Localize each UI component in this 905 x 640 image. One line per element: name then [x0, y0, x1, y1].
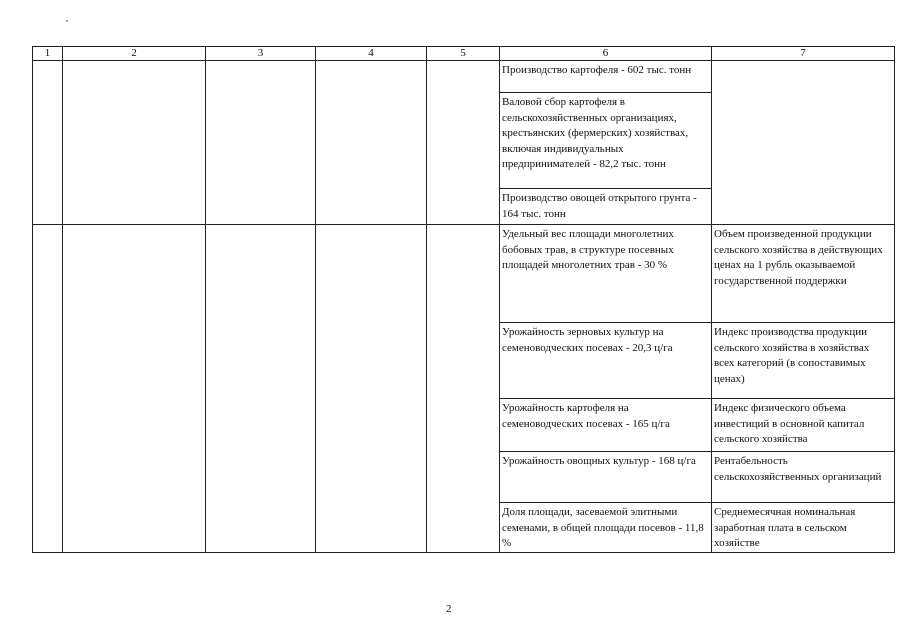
- column-number-2: 2: [63, 47, 206, 61]
- column-number-7: 7: [712, 47, 895, 61]
- indicator-pairs-cell: [500, 225, 895, 553]
- indicator-text: Индекс производства продукции сельского хозяйства в хозяйствах всех категорий (в сопоставимых ценах): [714, 326, 870, 385]
- indicator-stack-cell: [500, 61, 712, 225]
- empty-cell: [63, 225, 206, 553]
- empty-cell: [33, 61, 63, 225]
- scan-speck: [66, 20, 68, 22]
- indicator-pair: [500, 452, 894, 503]
- indicator-col7: [712, 225, 894, 322]
- indicator-text: Среднемесячная номинальная заработная плата в сельском хозяйстве: [714, 506, 856, 549]
- indicator-text: Производство картофеля - 602 тыс. тонн: [502, 64, 692, 76]
- column-number-5: 5: [427, 47, 500, 61]
- column-number-4: 4: [316, 47, 427, 61]
- indicator-text: Валовой сбор картофеля в сельскохозяйственных организациях, крестьянских (фермерских) хозяйствах, включая индивидуальных предпринимателей - 82,2 тыс. тонн: [502, 96, 689, 170]
- indicator-col6: [500, 399, 712, 451]
- indicator-text: Удельный вес площади многолетних бобовых трав, в структуре посевных площадей многолетних трав - 30 %: [502, 228, 674, 271]
- indicator-pair: [500, 399, 894, 452]
- empty-cell: [316, 225, 427, 553]
- indicator-col6: [500, 225, 712, 322]
- indicator-col7: [712, 452, 894, 502]
- indicator-item: [500, 61, 711, 93]
- indicator-item: [500, 189, 711, 224]
- indicator-col6: [500, 323, 712, 398]
- empty-cell: [712, 61, 895, 225]
- indicator-text: Рентабельность сельскохозяйственных организаций: [714, 455, 882, 483]
- column-number-1: 1: [33, 47, 63, 61]
- indicator-text: Индекс физического объема инвестиций в основной капитал сельского хозяйства: [714, 402, 865, 445]
- indicator-text: Производство овощей открытого грунта - 164 тыс. тонн: [502, 192, 697, 220]
- page-number: 2: [446, 603, 452, 615]
- indicator-col7: [712, 323, 894, 398]
- column-number-3: 3: [206, 47, 316, 61]
- empty-cell: [427, 225, 500, 553]
- indicators-table: [32, 46, 895, 553]
- empty-cell: [206, 225, 316, 553]
- indicator-pair: [500, 225, 894, 323]
- empty-cell: [206, 61, 316, 225]
- indicator-col7: [712, 503, 894, 552]
- indicator-col6: [500, 503, 712, 552]
- empty-cell: [316, 61, 427, 225]
- indicator-text: Доля площади, засеваемой элитными семенами, в общей площади посевов - 11,8 %: [502, 506, 704, 549]
- indicator-pair: [500, 503, 894, 552]
- indicator-text: Урожайность овощных культур - 168 ц/га: [502, 455, 696, 467]
- empty-cell: [427, 61, 500, 225]
- indicator-col6: [500, 452, 712, 502]
- indicator-item: [500, 93, 711, 189]
- indicator-pair: [500, 323, 894, 399]
- column-number-6: 6: [500, 47, 712, 61]
- empty-cell: [33, 225, 63, 553]
- indicator-col7: [712, 399, 894, 451]
- empty-cell: [63, 61, 206, 225]
- column-number-row: [33, 47, 895, 61]
- indicator-text: Объем произведенной продукции сельского хозяйства в действующих ценах на 1 рубль оказываемой государственной поддержки: [714, 228, 883, 287]
- table-row: [33, 225, 895, 553]
- table-row: [33, 61, 895, 225]
- indicator-text: Урожайность картофеля на семеноводческих посевах - 165 ц/га: [502, 402, 670, 430]
- indicator-text: Урожайность зерновых культур на семеноводческих посевах - 20,3 ц/га: [502, 326, 673, 354]
